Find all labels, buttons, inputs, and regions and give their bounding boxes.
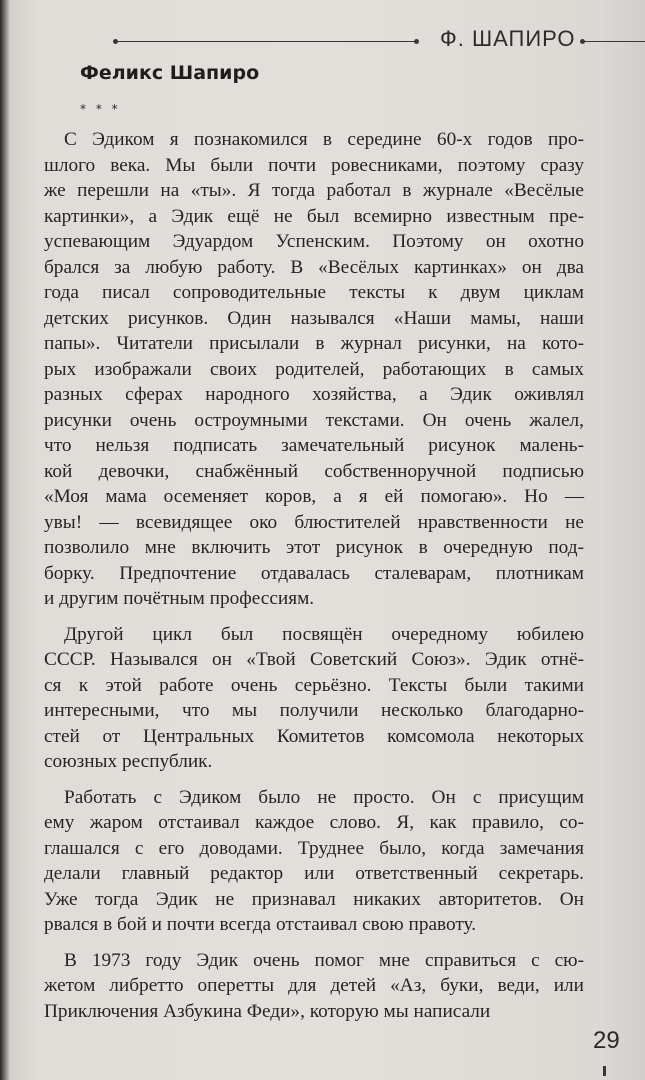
- text-line: СССР. Назывался он «Твой Советский Союз». Эдик отнё-: [44, 649, 584, 670]
- text-line: интересными, что мы получили несколько благодарно-: [44, 700, 584, 721]
- text-line: рвался в бой и почти всегда отстаивал свою правоту.: [44, 914, 477, 935]
- page-bottom-mark: [603, 1066, 606, 1076]
- text-line: Уже тогда Эдик не признавал никаких авторитетов. Он: [44, 888, 584, 910]
- text-line: рых изображали своих родителей, работающих в самых: [44, 358, 584, 380]
- text-line: кой девочки, снабжённый собственноручной подписью: [44, 460, 584, 482]
- text-line: борку. Предпочтение отдавалась сталеварам, плотникам: [44, 562, 584, 584]
- text-line: папы». Читатели присылали в журнал рисунки, на кото-: [44, 333, 584, 354]
- paragraph: [44, 785, 584, 938]
- article-body: [44, 127, 584, 1024]
- text-line: и другим почётным профессиям.: [44, 588, 315, 609]
- header-rule-mid-dot: [414, 39, 419, 44]
- header-rule-right: [584, 41, 645, 42]
- text-line: успевающим Эдуардом Успенским. Поэтому он охотно: [44, 231, 584, 252]
- text-line: Другой цикл был посвящён очередному юбилею: [64, 623, 584, 645]
- text-line: картинки», а Эдик ещё не был всемирно известным пре-: [44, 205, 584, 227]
- text-line: жетом либретто оперетты для детей «Аз, буки, веди, или: [44, 975, 584, 996]
- text-line: стей от Центральных Комитетов комсомола некоторых: [44, 725, 584, 747]
- text-line: В 1973 году Эдик очень помог мне справиться с сю-: [64, 949, 584, 971]
- text-line: года писал сопроводительные тексты к двум циклам: [44, 282, 584, 303]
- text-line: позволило мне включить этот рисунок в очередную под-: [44, 537, 584, 558]
- paragraph: [44, 948, 584, 1025]
- text-line: союзных республик.: [44, 751, 213, 772]
- text-line: С Эдиком я познакомился в середине 60-х годов про-: [64, 129, 584, 150]
- text-line: увы! — всевидящее око блюстителей нравственности не: [44, 511, 584, 533]
- section-separator: * * *: [80, 102, 121, 116]
- paragraph: [44, 622, 584, 775]
- text-line: детских рисунков. Один назывался «Наши мамы, наши: [44, 307, 584, 329]
- text-line: разных сферах народного хозяйства, а Эдик оживлял: [44, 384, 584, 405]
- text-line: Приключения Азбукина Феди», которую мы написали: [44, 1000, 491, 1022]
- text-line: что нельзя подписать замечательный рисунок малень-: [44, 435, 584, 456]
- text-line: ему жаром отстаивал каждое слово. Я, как правило, со-: [44, 812, 584, 833]
- text-line: брался за любую работу. В «Весёлых картинках» он два: [44, 256, 584, 278]
- paragraph-gap: [44, 775, 584, 785]
- header-rule-left: [117, 41, 415, 42]
- text-line: Работать с Эдиком было не просто. Он с присущим: [64, 786, 584, 808]
- page-number: 29: [593, 1027, 620, 1054]
- text-line: рисунки очень остроумными текстами. Он очень жалел,: [44, 409, 584, 431]
- paragraph-gap: [44, 938, 584, 948]
- article-author: Феликс Шапиро: [80, 62, 260, 84]
- text-line: ся к этой работе очень серьёзно. Тексты были такими: [44, 674, 584, 696]
- running-head: Ф. ШАПИРО: [440, 26, 576, 51]
- text-line: делали главный редактор или ответственный секретарь.: [44, 863, 584, 884]
- text-line: глашался с его доводами. Труднее было, когда замечания: [44, 837, 584, 859]
- text-line: «Моя мама осеменяет коров, а я ей помогаю». Но —: [44, 486, 584, 507]
- paragraph: [44, 127, 584, 612]
- text-line: же перешли на «ты». Я тогда работал в журнале «Весёлые: [44, 180, 584, 201]
- paragraph-gap: [44, 612, 584, 622]
- text-line: шлого века. Мы были почти ровесниками, поэтому сразу: [44, 154, 584, 176]
- page-gutter-shadow: [0, 0, 10, 1080]
